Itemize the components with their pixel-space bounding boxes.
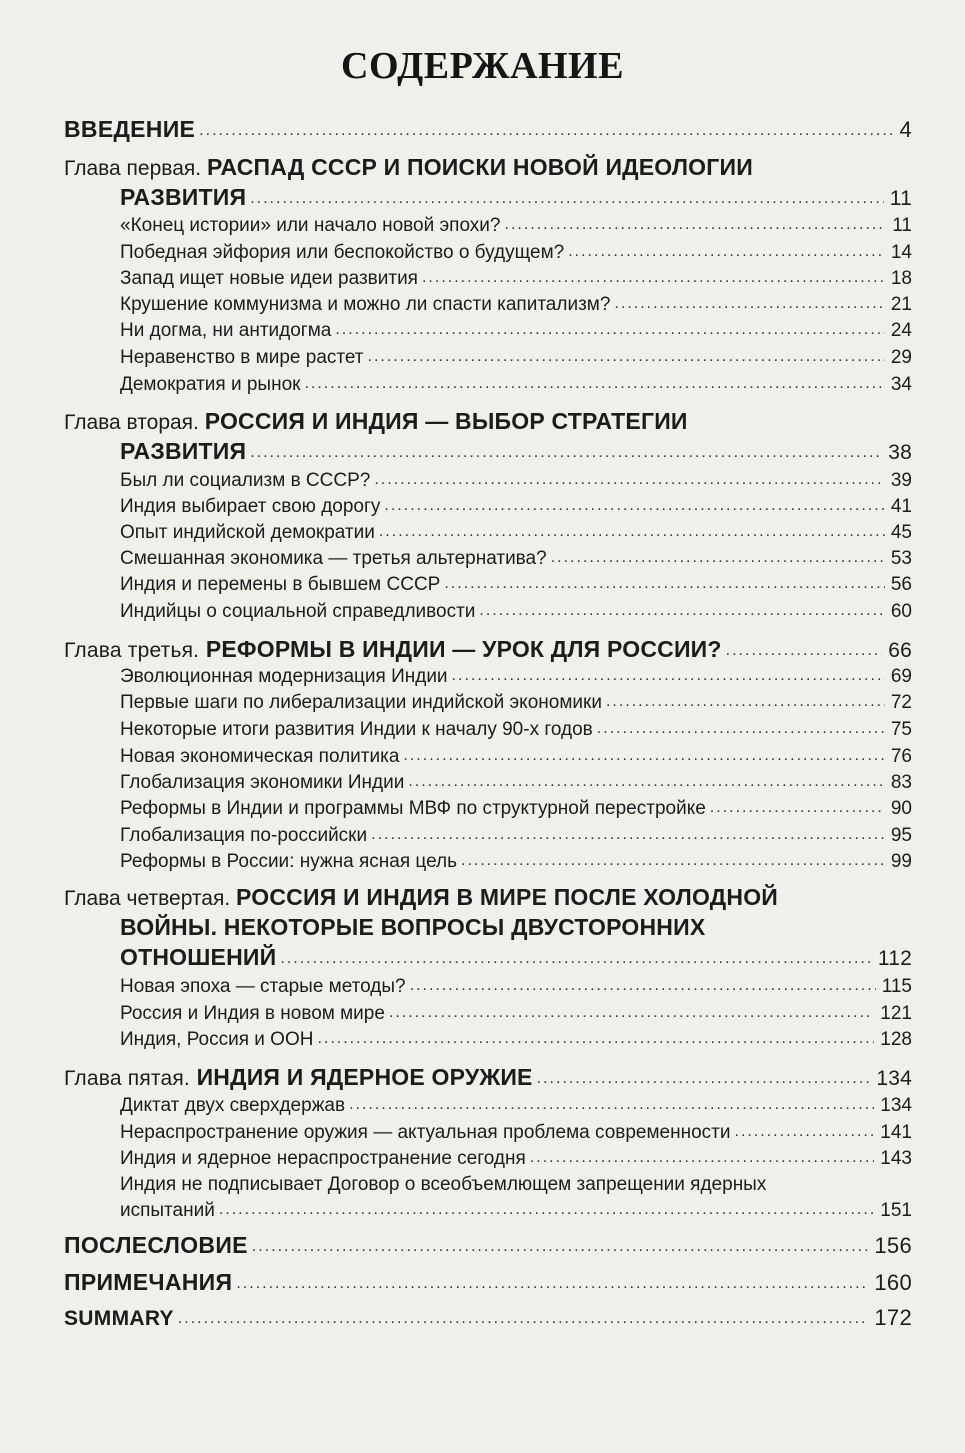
dot-leader [408, 773, 885, 794]
dot-leader [199, 122, 893, 143]
dot-leader [304, 375, 884, 396]
page-number: 53 [890, 548, 912, 569]
section-title: Первые шаги по либерализации индийской экономики [120, 692, 602, 713]
page-number: 34 [890, 374, 912, 395]
page-number: 39 [890, 470, 912, 491]
chapter-heading-5 [64, 1064, 912, 1091]
toc-section [120, 666, 912, 688]
chapter-title: РОССИЯ И ИНДИЯ — ВЫБОР СТРАТЕГИИ [204, 408, 688, 434]
section-title: испытаний [120, 1200, 215, 1221]
section-title: Диктат двух сверхдержав [120, 1095, 346, 1116]
toc-section [120, 746, 912, 768]
page-number: 90 [890, 798, 912, 819]
dot-leader [403, 747, 884, 768]
dot-leader [236, 1275, 868, 1296]
chapter-title: РАСПАД СССР И ПОИСКИ НОВОЙ ИДЕОЛОГИИ [206, 154, 753, 180]
dot-leader [410, 977, 876, 998]
chapter-heading-2 [64, 408, 688, 435]
dot-leader [606, 693, 885, 714]
page-number: 14 [890, 242, 912, 263]
section-title: Глобализация экономики Индии [120, 772, 405, 793]
page-number: 151 [880, 1200, 912, 1221]
toc-section [120, 320, 912, 342]
section-title: Опыт индийской демократии [120, 522, 375, 543]
page-number: 128 [880, 1029, 912, 1050]
toc-section [120, 1029, 912, 1051]
toc-section [120, 1095, 912, 1117]
page-number: 172 [874, 1305, 912, 1330]
dot-leader [250, 444, 882, 465]
page-number: 143 [880, 1148, 912, 1169]
dot-leader [280, 950, 872, 971]
toc-section [120, 1003, 912, 1025]
section-title: Крушение коммунизма и можно ли спасти капитализм? [120, 294, 611, 315]
page-number: 72 [890, 692, 912, 713]
section-title: Реформы в Индии и программы МВФ по структурной перестройке [120, 798, 706, 819]
toc-section [120, 1200, 912, 1222]
section-title: Россия и Индия в новом мире [120, 1003, 385, 1024]
dot-leader [335, 321, 885, 342]
chapter-title: РАЗВИТИЯ [120, 184, 247, 210]
dot-leader [726, 642, 883, 663]
section-title: Новая эпоха — старые методы? [120, 976, 406, 997]
page-number: 45 [890, 522, 912, 543]
toc-section [120, 215, 912, 237]
dot-leader [219, 1201, 874, 1222]
page-number: 60 [890, 601, 912, 622]
dot-leader [374, 471, 885, 492]
page-title: СОДЕРЖАНИЕ [341, 45, 624, 87]
section-title: Индия и ядерное нераспространение сегодня [120, 1148, 526, 1169]
dot-leader [551, 549, 885, 570]
section-title: Индия выбирает свою дорогу [120, 496, 381, 517]
chapter-heading-1 [64, 154, 753, 181]
toc-section [120, 347, 912, 369]
page-number: 38 [888, 441, 912, 464]
page-number: 99 [890, 851, 912, 872]
dot-leader [505, 216, 887, 237]
dot-leader [389, 1004, 874, 1025]
page-number: 69 [890, 666, 912, 687]
section-title: Эволюционная модернизация Индии [120, 666, 448, 687]
toc-entry-intro [64, 116, 912, 143]
toc-section-line1: Индия не подписывает Договор о всеобъемлющем запрещении ядерных [120, 1174, 767, 1195]
section-title: Новая экономическая политика [120, 746, 400, 767]
toc-entry-notes [64, 1269, 912, 1296]
dot-leader [178, 1310, 869, 1331]
section-title: Некоторые итоги развития Индии к началу 90-х годов [120, 719, 593, 740]
section-title: «Конец истории» или начало новой эпохи? [120, 215, 501, 236]
section-title: Глобализация по-российски [120, 825, 368, 846]
section-title: Запад ищет новые идеи развития [120, 268, 418, 289]
chapter-title: РЕФОРМЫ В ИНДИИ — УРОК ДЛЯ РОССИИ? [205, 636, 722, 662]
section-title: Демократия и рынок [120, 374, 301, 395]
chapter-heading-4-line2 [120, 914, 705, 941]
toc-section [120, 772, 912, 794]
dot-leader [252, 1238, 869, 1259]
toc-section [120, 470, 912, 492]
page-number: 112 [877, 947, 912, 970]
page-number: 11 [889, 187, 912, 210]
chapter-title: ОТНОШЕНИЙ [120, 944, 277, 970]
page-number: 134 [876, 1067, 912, 1090]
chapter-title-end-1 [120, 184, 912, 211]
dot-leader [452, 667, 885, 688]
toc-entry-summary [64, 1305, 912, 1331]
toc-section [120, 692, 912, 714]
dot-leader [384, 497, 884, 518]
dot-leader [317, 1030, 874, 1051]
section-title: Победная эйфория или беспокойство о будущем? [120, 242, 565, 263]
page-number: 24 [890, 320, 912, 341]
dot-leader [461, 852, 885, 873]
page-number: 160 [874, 1270, 912, 1295]
dot-leader [537, 1070, 871, 1091]
toc-section [120, 374, 912, 396]
page-number: 4 [899, 117, 912, 142]
chapter-title: ИНДИЯ И ЯДЕРНОЕ ОРУЖИЕ [196, 1064, 533, 1090]
entry-title: SUMMARY [64, 1307, 174, 1330]
toc-section [120, 798, 912, 820]
toc-section [120, 1122, 912, 1144]
entry-title: ПРИМЕЧАНИЯ [64, 1269, 233, 1295]
dot-leader [379, 523, 885, 544]
page-number: 83 [890, 772, 912, 793]
dot-leader [568, 243, 885, 264]
dot-leader [250, 190, 884, 211]
dot-leader [368, 348, 885, 369]
entry-title: ПОСЛЕСЛОВИЕ [64, 1232, 248, 1258]
page-number: 95 [890, 825, 912, 846]
toc-section [120, 574, 912, 596]
dot-leader [530, 1149, 875, 1170]
page-number: 21 [890, 294, 912, 315]
page-number: 75 [890, 719, 912, 740]
chapter-label: Глава первая. [64, 157, 202, 180]
chapter-label: Глава третья. [64, 639, 200, 662]
toc-section [120, 294, 912, 316]
section-title: Реформы в России: нужна ясная цель [120, 851, 457, 872]
toc-section [120, 496, 912, 518]
section-title: Ни догма, ни антидогма [120, 320, 332, 341]
dot-leader [371, 826, 885, 847]
chapter-label: Глава вторая. [64, 411, 199, 434]
chapter-title-end-2 [120, 438, 912, 465]
toc-section [120, 601, 912, 623]
toc-section [120, 1148, 912, 1170]
page-number: 121 [880, 1003, 912, 1024]
section-title: Индия и перемены в бывшем СССР [120, 574, 441, 595]
page-number: 134 [880, 1095, 912, 1116]
chapter-title: РАЗВИТИЯ [120, 438, 247, 464]
page-number: 156 [874, 1233, 912, 1258]
section-title: Индия, Россия и ООН [120, 1029, 314, 1050]
page-number: 66 [888, 639, 912, 662]
dot-leader [422, 269, 885, 290]
page-number: 18 [890, 268, 912, 289]
toc-section [120, 242, 912, 264]
dot-leader [614, 295, 884, 316]
page-number: 76 [890, 746, 912, 767]
chapter-label: Глава четвертая. [64, 887, 231, 910]
page-number: 41 [890, 496, 912, 517]
dot-leader [444, 575, 885, 596]
chapter-heading-text [64, 636, 722, 663]
page-number: 11 [892, 215, 912, 236]
chapter-label: Глава пятая. [64, 1067, 190, 1090]
section-title: Был ли социализм в СССР? [120, 470, 371, 491]
chapter-heading-text [64, 1064, 533, 1091]
section-title: Нераспространение оружия — актуальная проблема современности [120, 1122, 731, 1143]
chapter-heading-3 [64, 636, 912, 663]
toc-section [120, 719, 912, 741]
chapter-title: ВОЙНЫ. НЕКОТОРЫЕ ВОПРОСЫ ДВУСТОРОННИХ [120, 914, 706, 940]
toc-section [120, 522, 912, 544]
dot-leader [735, 1123, 875, 1144]
chapter-title: РОССИЯ И ИНДИЯ В МИРЕ ПОСЛЕ ХОЛОДНОЙ [236, 884, 779, 910]
toc-section [120, 851, 912, 873]
toc-section [120, 825, 912, 847]
section-title: Индийцы о социальной справедливости [120, 601, 476, 622]
section-title: Смешанная экономика — третья альтернатива? [120, 548, 547, 569]
dot-leader [710, 799, 885, 820]
section-title: Неравенство в мире растет [120, 347, 364, 368]
page-number: 141 [880, 1122, 912, 1143]
chapter-title-end-4 [120, 944, 912, 971]
chapter-heading-4 [64, 884, 778, 911]
toc-section [120, 976, 912, 998]
entry-title: ВВЕДЕНИЕ [64, 116, 196, 142]
toc-section [120, 268, 912, 290]
toc-entry-afterword [64, 1232, 912, 1259]
dot-leader [479, 602, 884, 623]
page-number: 115 [881, 976, 912, 997]
dot-leader [597, 720, 885, 741]
toc-section [120, 548, 912, 570]
page-number: 56 [890, 574, 912, 595]
dot-leader [349, 1096, 874, 1117]
page-number: 29 [890, 347, 912, 368]
